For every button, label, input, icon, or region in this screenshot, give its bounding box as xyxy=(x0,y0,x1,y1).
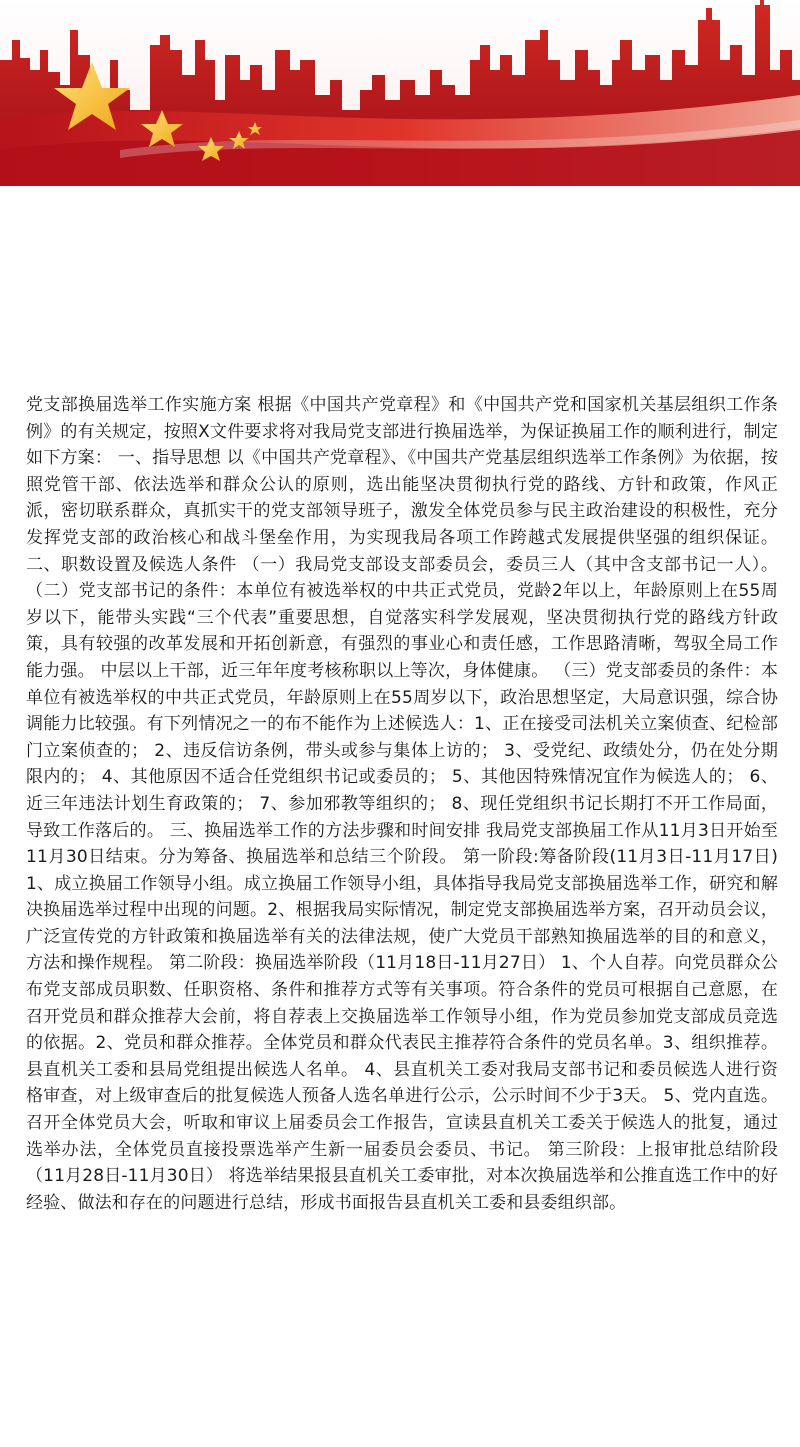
body-paragraph: 党支部换届选举工作实施方案 根据《中国共产党章程》和《中国共产党和国家机关基层组织工作条例》的有关规定，按照X文件要求将对我局党支部进行换届选举，为保证换届工作的顺利进行，制定如下方案： 一、指导思想 以《中国共产党章程》、《中国共产党基层组织选举工作条例》为依据，按照党管干部、依法选举和群众公认的原则，选出能坚决贯彻执行党的路线、方针和政策，作风正派，密切联系群众，真抓实干的党支部领导班子，激发全体党员参与民主政治建设的积极性，充分发挥党支部的政治核心和战斗堡垒作用，为实现我局各项工作跨越式发展提供坚强的组织保证。 二、职数设置及候选人条件 （一）我局党支部设支部委员会，委员三人（其中含支部书记一人）。 （二）党支部书记的条件：本单位有被选举权的中共正式党员，党龄2年以上，年龄原则上在55周岁以下，能带头实践“三个代表”重要思想，自觉落实科学发展观，坚决贯彻执行党的路线方针政策，具有较强的改革发展和开拓创新意，有强烈的事业心和责任感，工作思路清晰，驾驭全局工作能力强。 中层以上干部，近三年年度考核称职以上等次，身体健康。 （三）党支部委员的条件：本单位有被选举权的中共正式党员，年龄原则上在55周岁以下，政治思想坚定，大局意识强，综合协调能力比较强。有下列情况之一的布不能作为上述候选人：1、正在接受司法机关立案侦查、纪检部门立案侦查的； 2、违反信访条例，带头或参与集体上访的； 3、受党纪、政绩处分，仍在处分期限内的； 4、其他原因不适合任党组织书记或委员的； 5、其他因特殊情况宜作为候选人的； 6、近三年违法计划生育政策的； 7、参加邪教等组织的； 8、现任党组织书记长期打不开工作局面，导致工作落后的。 三、换届选举工作的方法步骤和时间安排 我局党支部换届工作从11月3日开始至11月30日结束。分为筹备、换届选举和总结三个阶段。 第一阶段:筹备阶段(11月3日-11月17日) 1、成立换届工作领导小组。成立换届工作领导小组，具体指导我局党支部换届选举工作，研究和解决换届选举过程中出现的问题。2、根据我局实际情况，制定党支部换届选举方案，召开动员会议，广泛宣传党的方针政策和换届选举有关的法律法规，使广大党员干部熟知换届选举的目的和意义，方法和操作规程。 第二阶段：换届选举阶段（11月18日-11月27日） 1、个人自荐。向党员群众公布党支部成员职数、任职资格、条件和推荐方式等有关事项。符合条件的党员可根据自己意愿，在召开党员和群众推荐大会前，将自荐表上交换届选举工作领导小组，作为党员参加党支部成员竞选的依据。2、党员和群众推荐。全体党员和群众代表民主推荐符合条件的党员名单。3、组织推荐。县直机关工委和县局党组提出候选人名单。 4、县直机关工委对我局支部书记和委员候选人进行资格审查，对上级审查后的批复候选人预备人选名单进行公示，公示时间不少于3天。 5、党内直选。召开全体党员大会，听取和审议上届委员会工作报告，宣读县直机关工委关于候选人的批复，通过选举办法，全体党员直接投票选举产生新一届委员会委员、书记。 第三阶段：上报审批总结阶段（11月28日-11月30日） 将选举结果报县直机关工委审批，对本次换届选举和公推直选工作中的好经验、做法和存在的问题进行总结，形成书面报告县直机关工委和县委组织部。 xyxy=(26,395,778,1213)
document-body xyxy=(26,392,778,1216)
city-skyline xyxy=(0,0,800,186)
header-banner xyxy=(0,0,800,186)
